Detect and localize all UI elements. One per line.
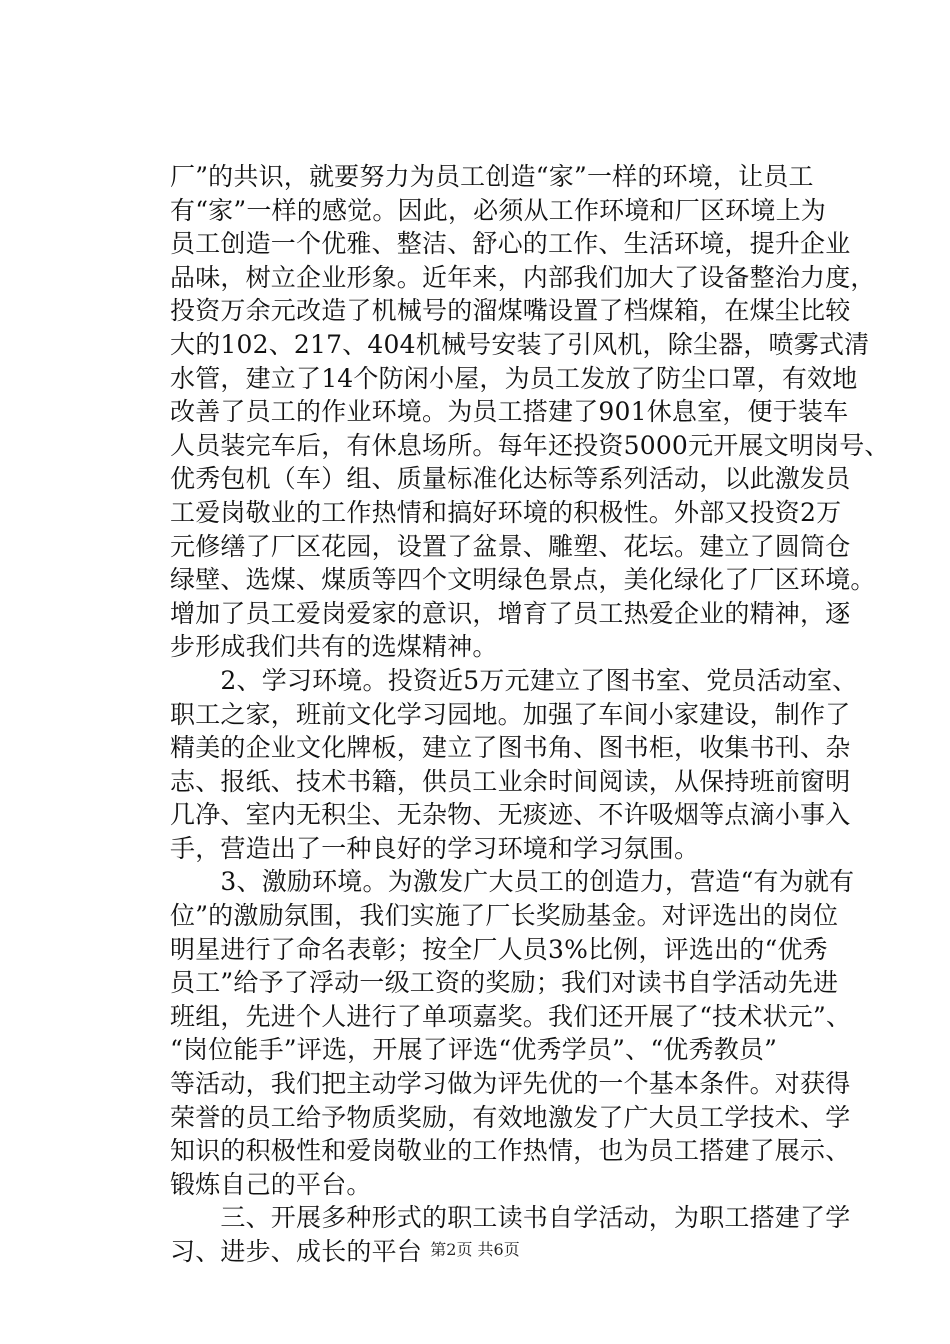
text-line: 有“家”一样的感觉。因此，必须从工作环境和厂区环境上为: [170, 195, 826, 225]
text-line: 品味，树立企业形象。近年来，内部我们加大了设备整治力度，: [170, 262, 876, 292]
text-line: 班组，先进个人进行了单项嘉奖。我们还开展了“技术状元”、: [170, 1001, 852, 1031]
page-number-footer: 第2页 共6页: [430, 1240, 520, 1259]
text-line: 增加了员工爱岗爱家的意识，增育了员工热爱企业的精神，逐: [170, 598, 851, 628]
text-line: 人员装完车后，有休息场所。每年还投资5000元开展文明岗号、: [170, 430, 890, 460]
text-line: 改善了员工的作业环境。为员工搭建了901休息室，便于装车: [170, 397, 849, 427]
text-line: 职工之家，班前文化学习园地。加强了车间小家建设，制作了: [170, 699, 851, 729]
text-line: 2、学习环境。投资近5万元建立了图书室、党员活动室、: [170, 665, 858, 695]
text-line: 水管，建立了14个防闲小屋，为员工发放了防尘口罩，有效地: [170, 363, 858, 393]
text-line: 锻炼自己的平台。: [170, 1169, 372, 1199]
text-line: 员工”给予了浮动一级工资的奖励；我们对读书自学活动先进: [170, 968, 839, 998]
text-line: 工爱岗敬业的工作热情和搞好环境的积极性。外部又投资2万: [170, 497, 842, 527]
text-line: 元修缮了厂区花园，设置了盆景、雕塑、花坛。建立了圆筒仓: [170, 531, 851, 561]
text-line: 手，营造出了一种良好的学习环境和学习氛围。: [170, 833, 700, 863]
text-line: 知识的积极性和爱岗敬业的工作热情，也为员工搭建了展示、: [170, 1136, 851, 1166]
text-line: 荣誉的员工给予物质奖励，有效地激发了广大员工学技术、学: [170, 1102, 851, 1132]
text-line: 三、开展多种形式的职工读书自学活动，为职工搭建了学: [170, 1203, 851, 1233]
text-line: “岗位能手”评选，开展了评选“优秀学员”、“优秀教员”: [170, 1035, 778, 1065]
text-line: 绿壁、选煤、煤质等四个文明绿色景点，美化绿化了厂区环境。: [170, 565, 876, 595]
text-line: 员工创造一个优雅、整洁、舒心的工作、生活环境，提升企业: [170, 229, 851, 259]
text-line: 明星进行了命名表彰；按全厂人员3%比例，评选出的“优秀: [170, 934, 828, 964]
text-line: 步形成我们共有的选煤精神。: [170, 632, 498, 662]
text-line: 等活动，我们把主动学习做为评先优的一个基本条件。对获得: [170, 1069, 851, 1099]
text-line: 3、激励环境。为激发广大员工的创造力，营造“有为就有: [170, 867, 855, 897]
text-line: 大的102、217、404机械号安装了引风机，除尘器，喷雾式清: [170, 329, 870, 359]
text-line: 投资万余元改造了机械号的溜煤嘴设置了档煤箱，在煤尘比较: [170, 296, 851, 326]
text-line: 位”的激励氛围，我们实施了厂长奖励基金。对评选出的岗位: [170, 901, 839, 931]
text-line: 精美的企业文化牌板，建立了图书角、图书柜，收集书刊、杂: [170, 733, 851, 763]
text-line: 厂”的共识，就要努力为员工创造“家”一样的环境，让员工: [170, 162, 814, 191]
text-line: 优秀包机（车）组、质量标准化达标等系列活动，以此激发员: [170, 464, 851, 494]
text-line: 几净、室内无积尘、无杂物、无痰迹、不许吸烟等点滴小事入: [170, 800, 851, 830]
text-line: 志、报纸、技术书籍，供员工业余时间阅读，从保持班前窗明: [170, 766, 851, 796]
text-line: 习、进步、成长的平台: [170, 1237, 423, 1266]
body-text: [170, 160, 890, 1269]
